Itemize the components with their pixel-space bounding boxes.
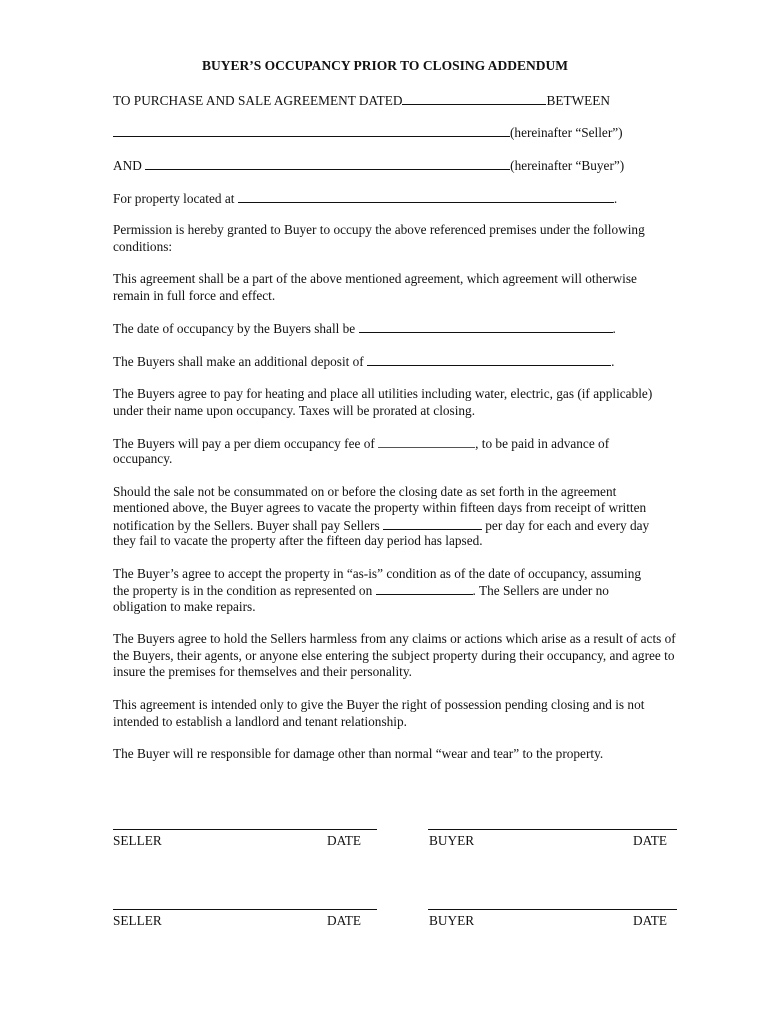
vacate-line-4: they fail to vacate the property after the fifteen day period has lapsed. (113, 533, 483, 548)
per-diem-line-2: occupancy. (113, 451, 173, 466)
buyer-label-1: BUYER (429, 833, 475, 848)
harmless-paragraph: The Buyers agree to hold the Sellers harmless from any claims or actions which arise as a result of acts of the Buyers, their agents, or anyone else entering the subject property during their occupancy, and agree to insure the premises for themselves and their personality. (113, 631, 676, 679)
occupancy-date-line (113, 320, 683, 338)
vacate-pay-label: notification by the Sellers. Buyer shall pay Sellers (113, 518, 380, 533)
permission-paragraph: Permission is hereby granted to Buyer to occupy the above referenced premises under the following conditions: (113, 222, 645, 254)
buyer-hereinafter: (hereinafter “Buyer”) (510, 158, 625, 173)
buyer-signature-line-2[interactable] (428, 909, 677, 910)
deposit-line (113, 353, 683, 371)
buyer-signature-line-1[interactable] (428, 829, 677, 830)
seller-label-1: SELLER (113, 833, 162, 848)
per-diem-label: The Buyers will pay a per diem occupancy fee of (113, 436, 375, 451)
seller-line (113, 124, 683, 142)
seller-label-2: SELLER (113, 913, 162, 928)
buyer-date-label-2: DATE (633, 913, 667, 928)
agreement-dated-line (113, 92, 683, 110)
occupancy-date-field[interactable] (359, 320, 613, 333)
per-diem-fee-field[interactable] (378, 435, 475, 448)
asis-line-3: obligation to make repairs. (113, 599, 256, 614)
seller-hereinafter: (hereinafter “Seller”) (510, 125, 623, 140)
possession-paragraph: This agreement is intended only to give the Buyer the right of possession pending closing and is not intended to establish a landlord and tenant relationship. (113, 697, 645, 729)
vacate-line-2: mentioned above, the Buyer agrees to vacate the property within fifteen days from receipt of written (113, 500, 647, 515)
property-address-field[interactable] (238, 190, 614, 203)
deposit-amount-field[interactable] (367, 353, 611, 366)
property-line (113, 190, 683, 208)
deposit-label: The Buyers shall make an additional deposit of (113, 354, 364, 369)
agreement-part-paragraph: This agreement shall be a part of the above mentioned agreement, which agreement will otherwise remain in full force and effect. (113, 271, 637, 303)
and-label: AND (113, 158, 142, 173)
asis-no-obligation-label: . The Sellers are under no (472, 583, 609, 598)
buyer-label-2: BUYER (429, 913, 475, 928)
asis-line-1: The Buyer’s agree to accept the property in “as-is” condition as of the date of occupancy, assuming (113, 566, 641, 581)
per-diem-after: , to be paid in advance of (475, 436, 610, 451)
document-title: BUYER’S OCCUPANCY PRIOR TO CLOSING ADDENDUM (202, 58, 568, 73)
seller-date-label-1: DATE (327, 833, 361, 848)
property-label: For property located at (113, 191, 235, 206)
agreement-date-field[interactable] (402, 92, 546, 105)
seller-name-field[interactable] (113, 124, 510, 137)
buyer-date-label-1: DATE (633, 833, 667, 848)
asis-represented-label: the property is in the condition as represented on (113, 583, 373, 598)
buyer-line (113, 157, 683, 175)
property-period: . (613, 191, 618, 206)
asis-line-2 (113, 582, 683, 600)
vacate-per-day-label: per day for each and every day (485, 518, 650, 533)
seller-date-label-2: DATE (327, 913, 361, 928)
represented-date-field[interactable] (376, 582, 473, 595)
between-label: BETWEEN (546, 93, 610, 108)
vacate-line-1: Should the sale not be consummated on or before the closing date as set forth in the agreement (113, 484, 617, 499)
deposit-period: . (611, 354, 615, 369)
per-diem-line-1 (113, 435, 683, 453)
occupancy-date-period: . (612, 321, 616, 336)
damage-paragraph: The Buyer will re responsible for damage other than normal “wear and tear” to the property. (113, 746, 604, 761)
vacate-line-3 (113, 517, 683, 535)
agreement-dated-label: TO PURCHASE AND SALE AGREEMENT DATED (113, 93, 403, 108)
utilities-paragraph: The Buyers agree to pay for heating and place all utilities including water, electric, gas (if applicable) under their name upon occupancy. Taxes will be prorated at closing. (113, 386, 653, 418)
occupancy-date-label: The date of occupancy by the Buyers shall be (113, 321, 356, 336)
seller-signature-line-2[interactable] (113, 909, 377, 910)
buyer-name-field[interactable] (145, 157, 510, 170)
per-day-penalty-field[interactable] (383, 517, 482, 530)
seller-signature-line-1[interactable] (113, 829, 377, 830)
